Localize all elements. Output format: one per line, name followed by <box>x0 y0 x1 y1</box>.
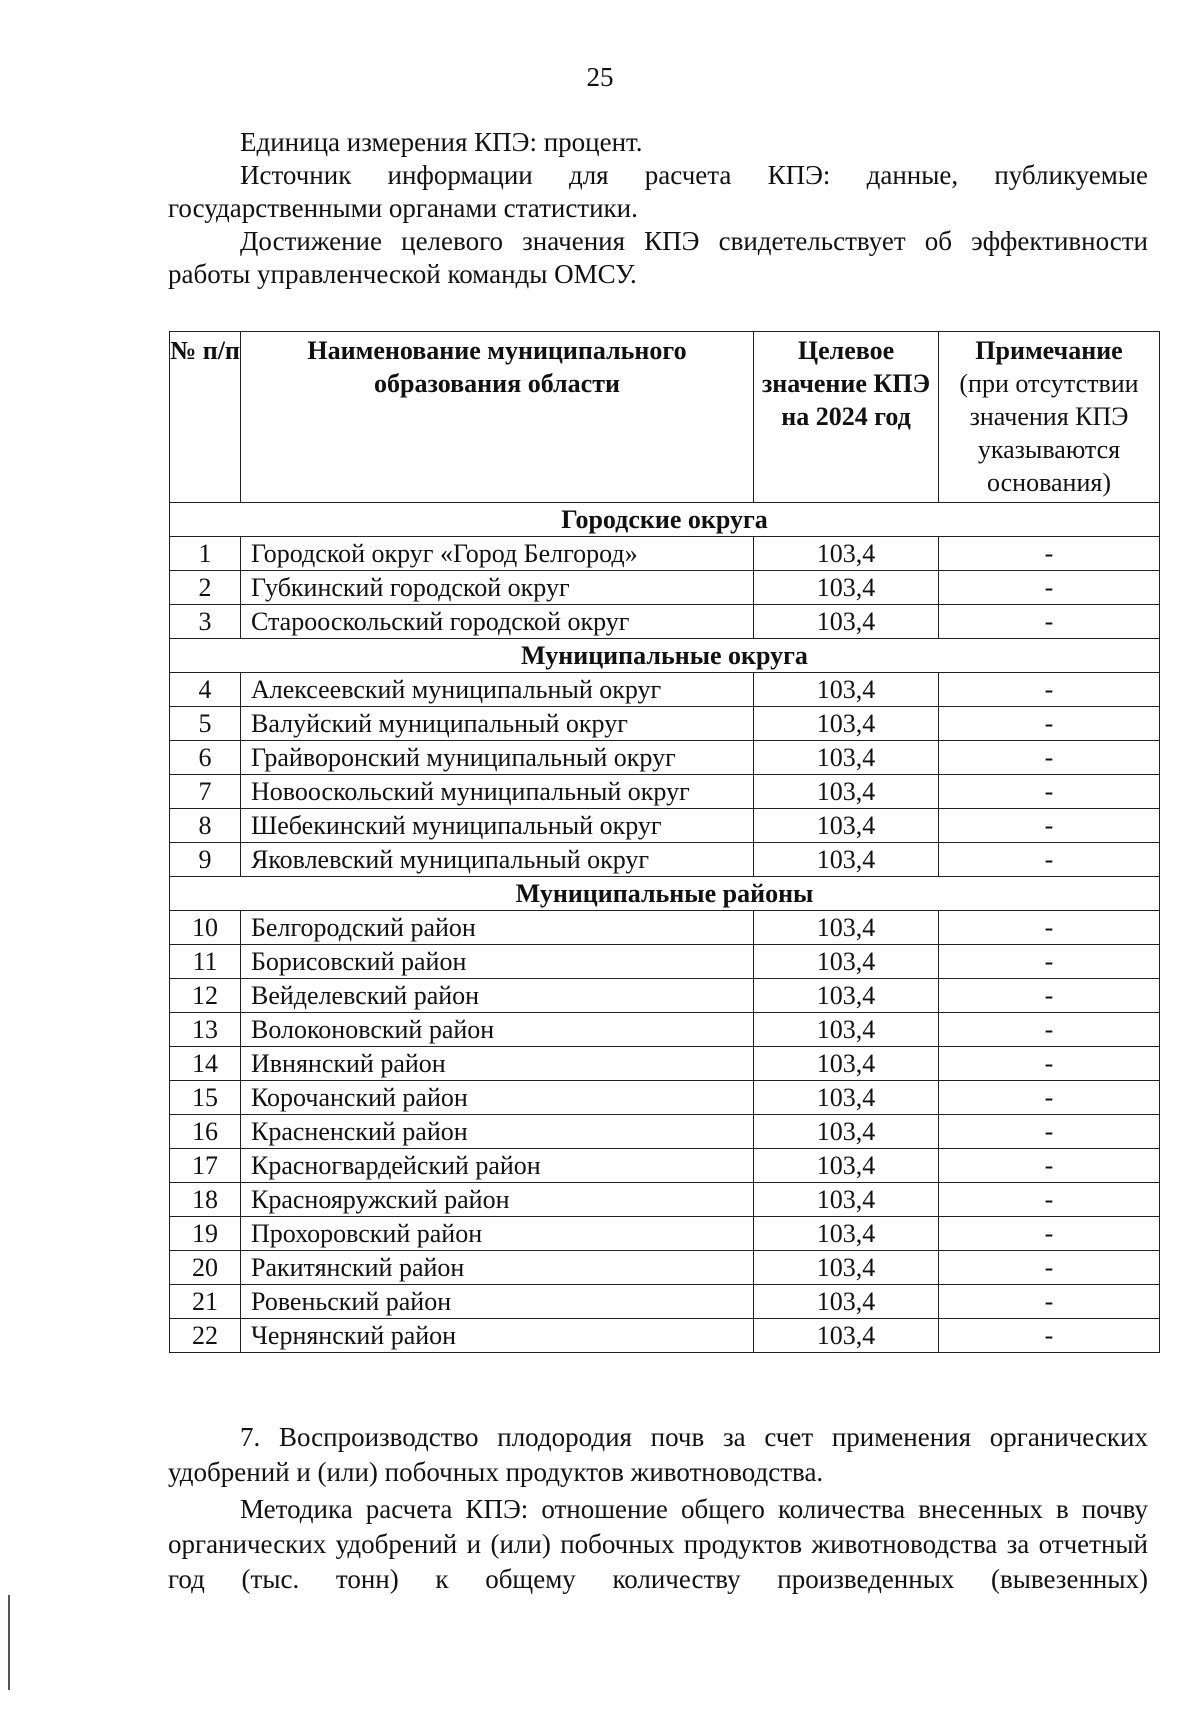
target-value: 103,4 <box>754 911 939 945</box>
target-value: 103,4 <box>754 707 939 741</box>
municipality-name: Ивнянский район <box>241 1047 754 1081</box>
kpe-table <box>169 331 1160 1353</box>
municipality-name: Борисовский район <box>241 945 754 979</box>
group-title: Муниципальные округа <box>170 639 1160 673</box>
municipality-name: Новооскольский муниципальный округ <box>241 775 754 809</box>
row-number: 17 <box>170 1149 241 1183</box>
header-num: № п/п <box>170 332 241 503</box>
group-row <box>170 639 1160 673</box>
municipality-name: Чернянский район <box>241 1319 754 1353</box>
target-value: 103,4 <box>754 1081 939 1115</box>
table-row <box>170 809 1160 843</box>
table-row <box>170 537 1160 571</box>
note-cell: - <box>939 1251 1160 1285</box>
target-value: 103,4 <box>754 1319 939 1353</box>
header-name: Наименование муниципального образования области <box>241 332 754 503</box>
target-value: 103,4 <box>754 605 939 639</box>
row-number: 9 <box>170 843 241 877</box>
municipality-name: Прохоровский район <box>241 1217 754 1251</box>
note-cell: - <box>939 1217 1160 1251</box>
target-value: 103,4 <box>754 945 939 979</box>
note-cell: - <box>939 1115 1160 1149</box>
municipality-name: Краснояружский район <box>241 1183 754 1217</box>
unit-paragraph: Единица измерения КПЭ: процент. <box>240 127 643 157</box>
table-row <box>170 673 1160 707</box>
table-row <box>170 979 1160 1013</box>
table-row <box>170 1285 1160 1319</box>
table-row <box>170 1115 1160 1149</box>
table-row <box>170 1251 1160 1285</box>
table-row <box>170 741 1160 775</box>
table-row <box>170 775 1160 809</box>
municipality-name: Красногвардейский район <box>241 1149 754 1183</box>
note-cell: - <box>939 537 1160 571</box>
table-row <box>170 1183 1160 1217</box>
row-number: 18 <box>170 1183 241 1217</box>
row-number: 22 <box>170 1319 241 1353</box>
note-cell: - <box>939 809 1160 843</box>
municipality-name: Шебекинский муниципальный округ <box>241 809 754 843</box>
row-number: 20 <box>170 1251 241 1285</box>
row-number: 5 <box>170 707 241 741</box>
group-title: Городские округа <box>170 503 1160 537</box>
source-paragraph: Источник информации для расчета КПЭ: данные, публикуемые государственными органами статистики. <box>168 160 1148 223</box>
row-number: 1 <box>170 537 241 571</box>
municipality-name: Грайворонский муниципальный округ <box>241 741 754 775</box>
target-value: 103,4 <box>754 1251 939 1285</box>
municipality-name: Ровеньский район <box>241 1285 754 1319</box>
item7-paragraph: 7. Воспроизводство плодородия почв за счет применения органических удобрений и (или) побочных продуктов животноводства. <box>168 1422 1148 1487</box>
target-value: 103,4 <box>754 1149 939 1183</box>
table-row <box>170 1047 1160 1081</box>
row-number: 3 <box>170 605 241 639</box>
target-value: 103,4 <box>754 1285 939 1319</box>
municipality-name: Красненский район <box>241 1115 754 1149</box>
target-value: 103,4 <box>754 979 939 1013</box>
table-body <box>170 503 1160 1353</box>
municipality-name: Белгородский район <box>241 911 754 945</box>
margin-mark <box>8 1595 10 1690</box>
target-value: 103,4 <box>754 673 939 707</box>
row-number: 14 <box>170 1047 241 1081</box>
target-value: 103,4 <box>754 537 939 571</box>
row-number: 12 <box>170 979 241 1013</box>
municipality-name: Яковлевский муниципальный округ <box>241 843 754 877</box>
table-row <box>170 1217 1160 1251</box>
header-note-title: Примечание <box>975 336 1123 365</box>
note-cell: - <box>939 945 1160 979</box>
note-cell: - <box>939 673 1160 707</box>
group-row <box>170 877 1160 911</box>
after-section <box>168 1420 1148 1599</box>
note-cell: - <box>939 911 1160 945</box>
note-cell: - <box>939 605 1160 639</box>
table-row <box>170 605 1160 639</box>
municipality-name: Алексеевский муниципальный округ <box>241 673 754 707</box>
municipality-name: Старооскольский городской округ <box>241 605 754 639</box>
header-target: Целевое значение КПЭ на 2024 год <box>754 332 939 503</box>
municipality-name: Городской округ «Город Белгород» <box>241 537 754 571</box>
note-cell: - <box>939 1013 1160 1047</box>
table-row <box>170 571 1160 605</box>
row-number: 7 <box>170 775 241 809</box>
note-cell: - <box>939 843 1160 877</box>
row-number: 4 <box>170 673 241 707</box>
note-cell: - <box>939 1149 1160 1183</box>
note-cell: - <box>939 1047 1160 1081</box>
row-number: 8 <box>170 809 241 843</box>
table-row <box>170 911 1160 945</box>
table-header-row <box>170 332 1160 503</box>
municipality-name: Ракитянский район <box>241 1251 754 1285</box>
target-value: 103,4 <box>754 1217 939 1251</box>
row-number: 21 <box>170 1285 241 1319</box>
method-paragraph: Методика расчета КПЭ: отношение общего количества внесенных в почву органических удобрений и (или) побочных продуктов животноводства за отчетный год (тыс. тонн) к общему количеству произведенных (вывезенных) <box>168 1494 1148 1594</box>
municipality-name: Волоконовский район <box>241 1013 754 1047</box>
row-number: 6 <box>170 741 241 775</box>
note-cell: - <box>939 1183 1160 1217</box>
table-row <box>170 843 1160 877</box>
target-value: 103,4 <box>754 571 939 605</box>
note-cell: - <box>939 1285 1160 1319</box>
note-cell: - <box>939 741 1160 775</box>
header-note-body: (при отсутствии значения КПЭ указываются основания) <box>959 369 1139 497</box>
row-number: 11 <box>170 945 241 979</box>
target-value: 103,4 <box>754 741 939 775</box>
table-row <box>170 1319 1160 1353</box>
table-row <box>170 945 1160 979</box>
target-value: 103,4 <box>754 1183 939 1217</box>
page-number: 25 <box>586 62 614 92</box>
target-value: 103,4 <box>754 1013 939 1047</box>
row-number: 15 <box>170 1081 241 1115</box>
target-value: 103,4 <box>754 809 939 843</box>
note-cell: - <box>939 571 1160 605</box>
target-value: 103,4 <box>754 775 939 809</box>
note-cell: - <box>939 707 1160 741</box>
row-number: 2 <box>170 571 241 605</box>
row-number: 13 <box>170 1013 241 1047</box>
intro-section <box>168 126 1148 291</box>
row-number: 16 <box>170 1115 241 1149</box>
table-row <box>170 1081 1160 1115</box>
note-cell: - <box>939 775 1160 809</box>
row-number: 19 <box>170 1217 241 1251</box>
municipality-name: Губкинский городской округ <box>241 571 754 605</box>
municipality-name: Вейделевский район <box>241 979 754 1013</box>
note-cell: - <box>939 1081 1160 1115</box>
target-value: 103,4 <box>754 843 939 877</box>
group-row <box>170 503 1160 537</box>
table-row <box>170 1013 1160 1047</box>
target-value: 103,4 <box>754 1115 939 1149</box>
note-cell: - <box>939 1319 1160 1353</box>
achievement-paragraph: Достижение целевого значения КПЭ свидетельствует об эффективности работы управленческой команды ОМСУ. <box>168 226 1148 289</box>
municipality-name: Корочанский район <box>241 1081 754 1115</box>
table-row <box>170 707 1160 741</box>
header-note <box>939 332 1160 503</box>
note-cell: - <box>939 979 1160 1013</box>
row-number: 10 <box>170 911 241 945</box>
target-value: 103,4 <box>754 1047 939 1081</box>
municipality-name: Валуйский муниципальный округ <box>241 707 754 741</box>
group-title: Муниципальные районы <box>170 877 1160 911</box>
table-row <box>170 1149 1160 1183</box>
